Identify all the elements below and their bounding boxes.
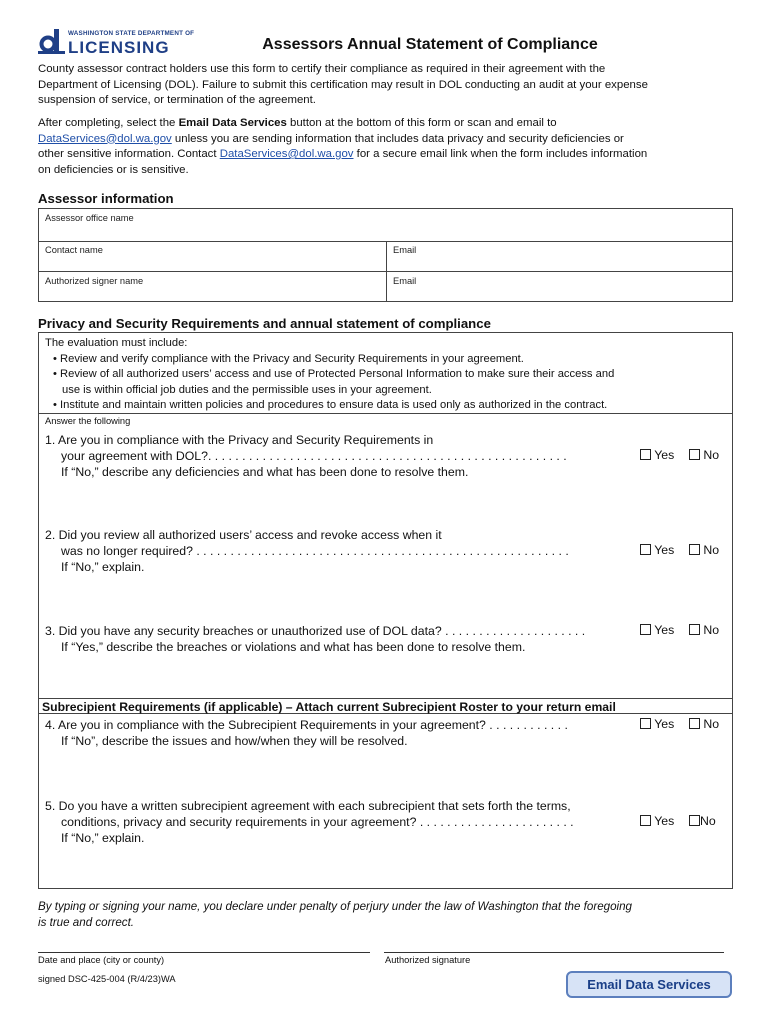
intro-line: suspension of service, or termination of the agreement. — [38, 94, 316, 106]
no-label: No — [703, 717, 720, 731]
logo-name: LICENSING — [68, 38, 170, 57]
q4-no-option[interactable] — [689, 717, 719, 731]
field-label: Email — [393, 276, 417, 286]
q5-yes-checkbox[interactable] — [640, 815, 651, 826]
form-id: signed DSC-425-004 (R/4/23)WA — [38, 974, 176, 984]
question-instruction: If “No”, describe the issues and how/when they will be resolved. — [61, 734, 408, 748]
q4-yes-checkbox[interactable] — [640, 718, 651, 729]
contact-name-field[interactable] — [39, 241, 387, 272]
question-text: your agreement with DOL?. . . . . . . . . . . . . . . . . . . . . . . . . . . . . . . . . . . . . . . . . . . . . . . . . . . . . — [61, 449, 567, 463]
field-label: Contact name — [45, 245, 103, 255]
question-text: 2. Did you review all authorized users’ access and revoke access when it — [45, 528, 442, 542]
question-instruction: If “No,” explain. — [61, 560, 145, 574]
field-label: Authorized signer name — [45, 276, 144, 286]
perjury-line: By typing or signing your name, you declare under penalty of perjury under the law of Washington that the foregoing — [38, 900, 633, 913]
assessor-office-field[interactable] — [39, 209, 732, 242]
instructions-text: other sensitive information. Contact — [38, 148, 220, 160]
logo-agency-line: WASHINGTON STATE DEPARTMENT OF — [68, 30, 195, 37]
q1-yes-option[interactable] — [640, 448, 674, 462]
q2-no-checkbox[interactable] — [689, 544, 700, 555]
instructions-bold: Email Data Services — [178, 117, 287, 129]
question-instruction: If “Yes,” describe the breaches or violations and what has been done to resolve them. — [61, 640, 526, 654]
question-text: 1. Are you in compliance with the Privacy and Security Requirements in — [45, 433, 434, 447]
instructions-text: for a secure email link when the form includes information — [353, 148, 648, 160]
field-label: Assessor office name — [45, 213, 134, 223]
compliance-box — [38, 332, 733, 889]
divider — [39, 413, 732, 414]
yes-label: Yes — [654, 543, 675, 557]
instructions-paragraph — [38, 116, 738, 178]
page-title: Assessors Annual Statement of Compliance — [262, 36, 598, 53]
instructions-text: After completing, select the — [38, 117, 179, 129]
date-place-line[interactable] — [38, 952, 370, 953]
question-instruction: If “No,” explain. — [61, 831, 145, 845]
evaluation-bullet: • Review of all authorized users’ access and use of Protected Personal Information to make sure their access and — [53, 368, 615, 380]
question-4 — [45, 717, 568, 749]
intro-paragraph — [38, 62, 738, 109]
q3-yes-option[interactable] — [640, 623, 674, 637]
intro-line: Department of Licensing (DOL). Failure to submit this certification may result in DOL conducting an audit at your expense — [38, 78, 648, 91]
no-label: No — [703, 448, 720, 462]
assessor-heading: Assessor information — [38, 191, 174, 206]
question-text: was no longer required? . . . . . . . . . . . . . . . . . . . . . . . . . . . . . . . . . . . . . . . . . . . . . . . . . . . . . . . — [61, 544, 569, 558]
question-text: 4. Are you in compliance with the Subrecipient Requirements in your agreement? . . . . . . . . . . . . — [45, 718, 568, 732]
no-label: No — [703, 543, 720, 557]
contact-email-field[interactable] — [387, 241, 732, 272]
intro-line: County assessor contract holders use this form to certify their compliance as required in their agreement with the — [38, 63, 606, 75]
signer-name-field[interactable] — [39, 272, 387, 301]
question-5 — [45, 798, 574, 846]
q3-no-checkbox[interactable] — [689, 624, 700, 635]
question-text: 3. Did you have any security breaches or unauthorized use of DOL data? . . . . . . . . . . . . . . . . . . . . . — [45, 624, 586, 638]
q1-no-checkbox[interactable] — [689, 449, 700, 460]
q1-yes-checkbox[interactable] — [640, 449, 651, 460]
email-link-secure[interactable]: DataServices@dol.wa.gov — [219, 148, 354, 160]
instructions-text: button at the bottom of this form or scan and email to — [286, 117, 557, 129]
instructions-text: on deficiencies or is sensitive. — [38, 163, 189, 176]
evaluation-bullet: • Institute and maintain written policies and procedures to ensure data is used only as authorized in the contract. — [53, 399, 608, 411]
field-label: Email — [393, 245, 417, 255]
q1-no-option[interactable] — [689, 448, 719, 462]
signature-line[interactable] — [384, 952, 724, 953]
yes-label: Yes — [654, 623, 675, 637]
subrecipient-heading: Subrecipient Requirements (if applicable) – Attach current Subrecipient Roster to your return email — [39, 698, 732, 714]
q2-yes-option[interactable] — [640, 543, 674, 557]
assessor-info-box — [38, 208, 733, 302]
q2-no-option[interactable] — [689, 543, 719, 557]
signature-label: Authorized signature — [385, 955, 471, 965]
question-1 — [45, 432, 567, 480]
evaluation-list — [45, 336, 730, 414]
question-2 — [45, 527, 569, 575]
yes-label: Yes — [654, 814, 675, 828]
question-text: conditions, privacy and security requirements in your agreement? . . . . . . . . . . . . . . . . . . . . . . . — [61, 815, 574, 829]
answer-label: Answer the following — [45, 416, 131, 426]
q3-yes-checkbox[interactable] — [640, 624, 651, 635]
perjury-line: is true and correct. — [38, 915, 135, 929]
q4-yes-option[interactable] — [640, 717, 674, 731]
q4-no-checkbox[interactable] — [689, 718, 700, 729]
privacy-heading: Privacy and Security Requirements and annual statement of compliance — [38, 316, 491, 331]
signer-email-field[interactable] — [387, 272, 732, 301]
no-label: No — [700, 814, 716, 828]
q5-no-option[interactable] — [689, 814, 716, 828]
q5-no-checkbox[interactable] — [689, 815, 700, 826]
no-label: No — [703, 623, 720, 637]
email-link[interactable]: DataServices@dol.wa.gov — [38, 132, 172, 145]
yes-label: Yes — [654, 448, 675, 462]
perjury-statement — [38, 899, 738, 930]
yes-label: Yes — [654, 717, 675, 731]
question-instruction: If “No,” describe any deficiencies and what has been done to resolve them. — [61, 465, 469, 479]
evaluation-bullet: • Review and verify compliance with the Privacy and Security Requirements in your agreement. — [53, 352, 524, 365]
question-3 — [45, 623, 585, 655]
date-place-label: Date and place (city or county) — [38, 955, 165, 965]
q2-yes-checkbox[interactable] — [640, 544, 651, 555]
evaluation-intro: The evaluation must include: — [45, 337, 188, 349]
instructions-text: unless you are sending information that includes data privacy and security deficiencies or — [171, 132, 624, 145]
question-text: 5. Do you have a written subrecipient agreement with each subrecipient that sets forth the terms, — [45, 799, 571, 813]
email-data-services-button[interactable]: Email Data Services — [566, 971, 732, 998]
q5-yes-option[interactable] — [640, 814, 674, 828]
q3-no-option[interactable] — [689, 623, 719, 637]
evaluation-bullet-cont: use is within official job duties and the permissible uses in your agreement. — [62, 383, 432, 396]
